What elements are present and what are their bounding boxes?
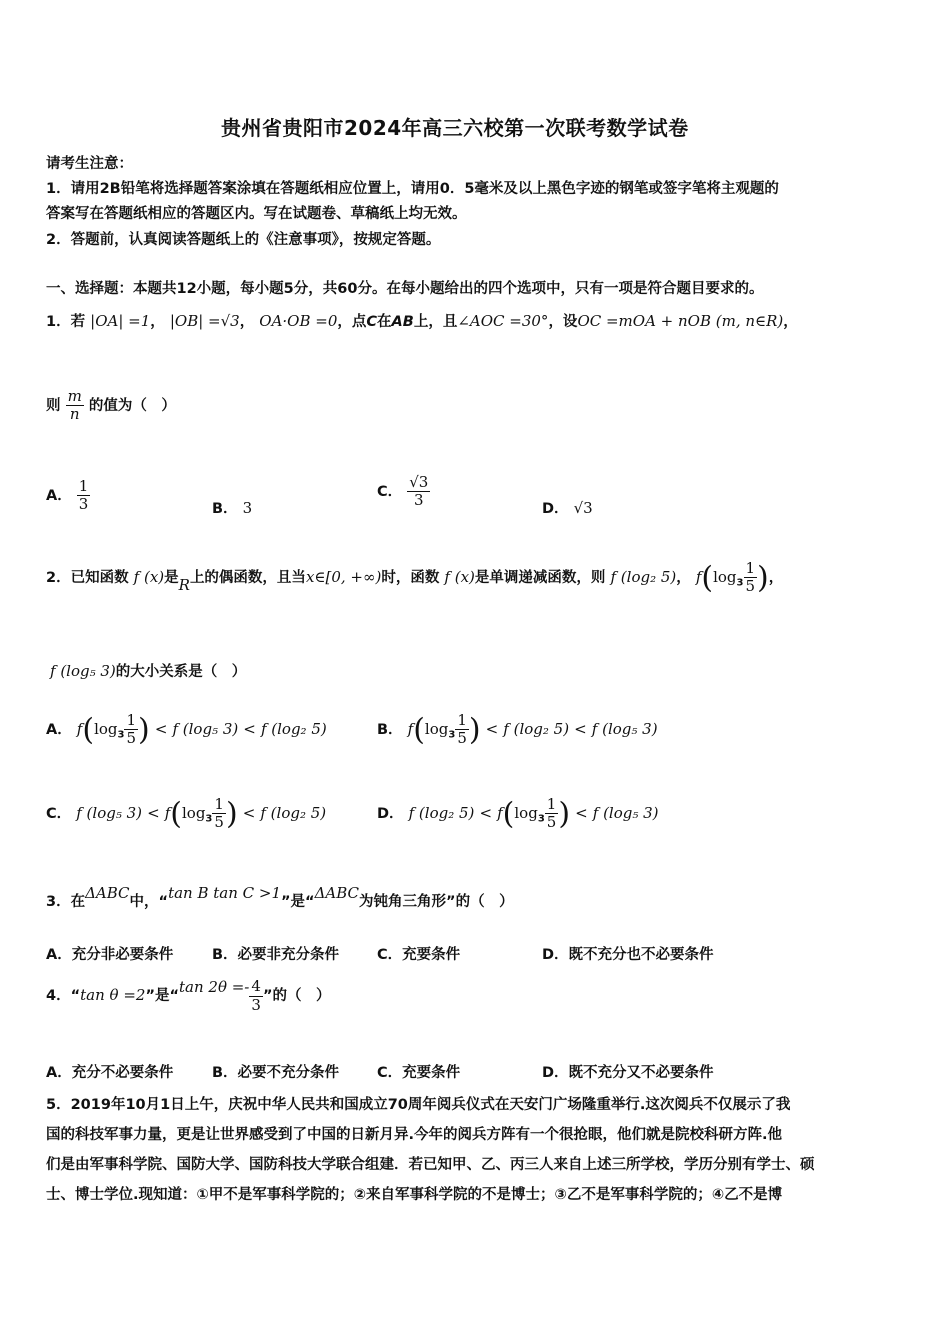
q2-text-2: 是 xyxy=(164,569,179,586)
q2-frac-den: 5 xyxy=(745,577,756,596)
q2c-lt-1: < xyxy=(147,803,160,822)
q2b-den: 5 xyxy=(457,729,467,748)
q2-option-a[interactable] xyxy=(46,712,327,748)
q3-text-2: 中，“ xyxy=(129,894,169,910)
q2-option-c-label: C． xyxy=(46,805,72,822)
q1-ask xyxy=(46,388,176,424)
q3-text-4: 为钝角三角形”的（ ） xyxy=(359,894,514,910)
q2a-lt-2: < xyxy=(243,719,256,738)
q4-option-d[interactable]: D．既不充分又不必要条件 xyxy=(542,1065,714,1081)
q4-condition-2: tan 2θ =- xyxy=(179,978,250,996)
q1-formula-oc: OC =mOA + nOB (m, n∈R) xyxy=(577,312,784,330)
q1-option-b-label: B． xyxy=(212,501,238,517)
q2d-frac xyxy=(545,796,559,832)
q1-formula-ob: |OB| =√3 xyxy=(169,312,240,330)
q4-option-c[interactable]: C．充要条件 xyxy=(377,1065,461,1081)
q2d-den: 5 xyxy=(546,813,557,832)
q2-frac-num: 1 xyxy=(745,559,756,577)
q2b-log5-3: f (log₅ 3) xyxy=(591,719,658,738)
q2-option-b[interactable] xyxy=(377,712,658,748)
q2-option-d[interactable] xyxy=(377,796,659,832)
q2c-frac xyxy=(212,796,226,832)
q1-option-c-den: 3 xyxy=(407,491,430,509)
q2-log-base: 3 xyxy=(736,577,744,589)
q1-option-a-den: 3 xyxy=(78,495,89,514)
q4-den: 3 xyxy=(251,995,261,1014)
q2-interval: x∈[0, +∞) xyxy=(305,567,382,586)
q2b-lt-2: < xyxy=(574,719,587,738)
q2-option-b-label: B． xyxy=(377,721,403,738)
q1-option-a-label: A． xyxy=(46,487,72,504)
q1-text-4: ，设 xyxy=(548,314,578,330)
q2c-lt-2: < xyxy=(242,803,256,822)
q1-ask-fraction xyxy=(66,388,84,424)
question-5 xyxy=(46,1090,815,1210)
q4-num: 4 xyxy=(251,977,261,996)
q3-option-b[interactable]: B．必要非充分条件 xyxy=(212,947,340,963)
q2-log: log xyxy=(713,567,737,586)
q3-triangle-2: ΔABC xyxy=(314,884,360,902)
q2d-base: 3 xyxy=(537,813,545,825)
q1-segment-ab: AB xyxy=(391,314,414,330)
q2c-log5-3: f (log₅ 3) xyxy=(76,803,142,822)
q4-option-b[interactable]: B．必要不充分条件 xyxy=(212,1065,340,1081)
q2a-log5-3: f (log₅ 3) xyxy=(172,719,239,738)
q2b-frac xyxy=(455,712,469,748)
q4-text-3: ”的（ ） xyxy=(262,988,331,1004)
q2-option-d-label: D． xyxy=(377,805,404,822)
q2b-log2-5: f (log₂ 5) xyxy=(503,719,570,738)
q4-text-2: ”是“ xyxy=(145,988,179,1004)
q2b-log: log xyxy=(424,719,449,738)
question-3 xyxy=(46,884,514,911)
q1-ask-num: m xyxy=(67,387,82,405)
q2-text-5: 是单调递减函数，则 xyxy=(474,569,606,586)
q4-fraction xyxy=(249,978,263,1014)
page-title: 贵州省贵阳市2024年高三六校第一次联考数学试卷 xyxy=(221,116,689,140)
q1-option-a-num: 1 xyxy=(78,477,89,495)
q1-option-c[interactable] xyxy=(377,474,430,510)
q5-line-4: 士、博士学位.现知道：①甲不是军事科学院的；②来自军事科学院的不是博士；③乙不是军事科学院的；④乙不是博 xyxy=(46,1187,783,1203)
q2-set-r: R xyxy=(178,575,190,594)
notice-item-2: 2．答题前，认真阅读答题纸上的《注意事项》，按规定答题。 xyxy=(46,232,441,248)
q2b-f: f xyxy=(407,719,414,738)
q2c-paren: ( xyxy=(170,796,182,832)
q2d-lt-2: < xyxy=(575,803,588,822)
q1-text-2: 在 xyxy=(377,314,392,330)
q1-formula-angle: ∠AOC =30° xyxy=(457,312,549,330)
q3-text-3: ”是“ xyxy=(281,894,315,910)
q1-point-c: C xyxy=(366,314,378,330)
q2-fx-2: f (x) xyxy=(444,567,475,586)
q2a-log: log xyxy=(94,719,118,738)
q1-option-b-value: 3 xyxy=(242,499,253,517)
q2-ask xyxy=(50,660,246,681)
q2a-paren-close: ) xyxy=(138,712,150,748)
q1-formula-dot: OA·OB =0 xyxy=(259,312,338,330)
q2a-den: 5 xyxy=(126,729,137,748)
notice-item-1: 1．请用2B铅笔将选择题答案涂填在答题纸相应位置上，请用0．5毫米及以上黑色字迹的钢笔或签字笔将主观题的 xyxy=(46,181,779,197)
q4-condition-1: tan θ =2 xyxy=(80,986,146,1004)
q2a-num: 1 xyxy=(126,711,137,729)
q2d-log5-3: f (log₅ 3) xyxy=(592,803,659,822)
q2-paren-close: ) xyxy=(757,560,769,596)
q2a-f: f xyxy=(76,719,83,738)
q4-option-a[interactable]: A．充分不必要条件 xyxy=(46,1065,174,1081)
q4-text-1: 4．“ xyxy=(46,988,81,1004)
q3-text-1: 3．在 xyxy=(46,894,86,910)
q5-line-1: 5．2019年10月1日上午，庆祝中华人民共和国成立70周年阅兵仪式在天安门广场隆重举行.这次阅兵不仅展示了我 xyxy=(46,1097,791,1113)
q2b-lt-1: < xyxy=(485,719,499,738)
q2b-base: 3 xyxy=(448,729,456,741)
q2b-paren: ( xyxy=(413,712,425,748)
q2d-paren: ( xyxy=(502,796,515,832)
q1-option-d-value: √3 xyxy=(573,499,593,517)
q2a-base: 3 xyxy=(117,729,125,741)
question-1: 1．若 |OA| =1， |OB| =√3， OA·OB =0，点C在AB上，且∠AOC =30°，设OC =mOA + nOB (m, n∈R)， xyxy=(46,312,798,330)
q2b-paren-close: ) xyxy=(468,712,481,748)
q1-text-5: ， xyxy=(783,314,798,330)
q1-lead: 1．若 xyxy=(46,314,86,330)
q2a-frac xyxy=(124,712,138,748)
q2-text-4: 时，函数 xyxy=(381,569,440,586)
q3-option-c[interactable]: C．充要条件 xyxy=(377,947,461,963)
q2-paren-open: ( xyxy=(701,560,714,596)
q2d-log: log xyxy=(514,803,538,822)
q2-expr-f: f xyxy=(695,567,702,586)
q1-text-3: 上，且 xyxy=(413,314,458,330)
q2c-num: 1 xyxy=(214,795,224,813)
q3-option-d[interactable]: D．既不充分也不必要条件 xyxy=(542,947,714,963)
q1-option-c-value xyxy=(407,474,430,510)
notice-heading: 请考生注意： xyxy=(46,156,133,172)
q2d-log2-5: f (log₂ 5) xyxy=(408,803,475,822)
section-heading: 一、选择题：本题共12小题，每小题5分，共60分。在每小题给出的四个选项中，只有一项是符合题目要求的。 xyxy=(46,281,764,297)
q3-option-a[interactable]: A．充分非必要条件 xyxy=(46,947,174,963)
q2c-log2-5: f (log₂ 5) xyxy=(260,803,327,822)
q2a-log2-5: f (log₂ 5) xyxy=(260,719,327,738)
q2c-base: 3 xyxy=(205,813,213,825)
q2a-lt-1: < xyxy=(154,719,168,738)
q1-ask-pre: 则 xyxy=(46,397,61,414)
q1-ask-post: 的值为（ ） xyxy=(88,397,176,414)
question-4 xyxy=(46,978,330,1014)
q2d-paren-close: ) xyxy=(558,796,571,832)
q1-option-d-label: D． xyxy=(542,501,569,517)
q2c-paren-close: ) xyxy=(225,796,238,832)
notice-item-1-cont: 答案写在答题纸相应的答题区内。写在试题卷、草稿纸上均无效。 xyxy=(46,206,467,222)
q2c-f: f xyxy=(164,803,171,822)
q2d-f: f xyxy=(497,803,503,822)
q2-text-3: 上的偶函数，且当 xyxy=(189,569,306,586)
q2c-log: log xyxy=(181,803,206,822)
q2-option-c[interactable] xyxy=(46,796,326,832)
question-2: 2．已知函数 f (x)是R上的偶函数，且当x∈[0, +∞)时，函数 f (x)是单调递减函数，则 f (log₂ 5)， $f(\log_3$ $\frac{1}{5}$ )， xyxy=(46,559,784,596)
q2-option-a-label: A． xyxy=(46,721,72,738)
q1-option-d[interactable] xyxy=(542,497,593,518)
q2-expr-log2-5: f (log₂ 5) xyxy=(610,567,677,586)
q2d-lt-1: < xyxy=(479,803,493,822)
q2-fx: f (x) xyxy=(133,567,165,586)
q2-ask-text: 的大小关系是（ ） xyxy=(115,664,247,680)
q1-formula-oa: |OA| =1 xyxy=(90,312,151,330)
q1-text-1: ，点 xyxy=(337,314,367,330)
q1-option-c-num: √3 xyxy=(409,473,429,491)
q3-triangle: ΔABC xyxy=(85,884,130,902)
q1-option-a[interactable] xyxy=(46,478,90,514)
q1-ask-den: n xyxy=(66,405,84,423)
q3-condition: tan B tan C >1 xyxy=(168,884,282,902)
q1-option-a-value xyxy=(77,478,91,514)
q1-option-b[interactable] xyxy=(212,497,252,518)
q2-expr-log5-3: f (log₅ 3) xyxy=(50,662,116,680)
q2a-paren: ( xyxy=(82,712,95,748)
q2-text-1: 2．已知函数 xyxy=(46,569,129,586)
q5-line-2: 国的科技军事力量，更是让世界感受到了中国的日新月异.今年的阅兵方阵有一个很抢眼，他们就是院校科研方阵.他 xyxy=(46,1127,783,1143)
q1-option-c-label: C． xyxy=(377,483,403,500)
q2-frac xyxy=(744,560,758,596)
q2d-num: 1 xyxy=(546,795,557,813)
q5-line-3: 们是由军事科学院、国防大学、国防科技大学联合组建．若已知甲、乙、丙三人来自上述三所学校，学历分别有学士、硕 xyxy=(46,1157,815,1173)
q2b-num: 1 xyxy=(457,711,467,729)
q2c-den: 5 xyxy=(214,813,224,832)
